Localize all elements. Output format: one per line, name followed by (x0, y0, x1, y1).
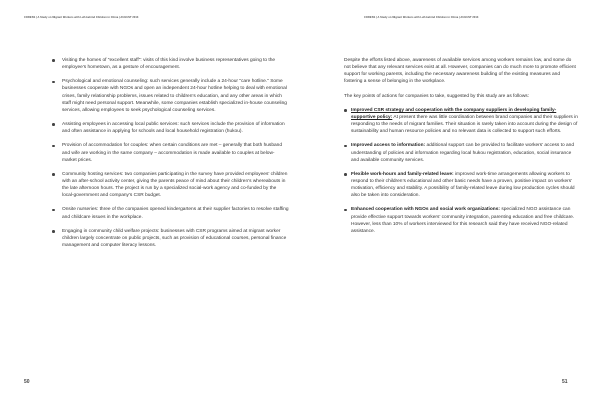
list-item: Visiting the homes of "excellent staff": visits of this kind involve business representatives going to the employee’s hometown, as a gesture of encouragement. (52, 57, 289, 71)
running-head-right: CODESS | A Study on Migrant Workers with Left-behind Children in China | AUGUST 2013 (364, 16, 479, 19)
list-item: Onsite nurseries: three of the companies opened kindergartens at their supplier factories to resolve staffing and childcare issues in the workplace. (52, 206, 289, 220)
body-paragraph: Despite the efforts listed above, awareness of available services among workers remains low, and some do not believe that any relevant services exist at all. However, companies can do much more to promote efficient support for working parents, including the necessary awareness building of the existing measures and fostering a sense of belonging in the workplace. (344, 58, 576, 85)
recommendation-text: At present there was little coordination between brand companies and their suppliers in responding to the needs of migrant families. Their situation is rarely taken into account during the design of sustainability and human resource policies and no relevant data is collected to support such efforts. (351, 114, 578, 135)
list-item (344, 142, 579, 163)
recommendations-list (344, 107, 579, 235)
left-page-content (52, 57, 289, 256)
recommendation-lead: Enhanced cooperation with NGOs and social work organizations: (351, 207, 500, 213)
left-bullet-list (52, 57, 289, 249)
bullet-dot-icon (52, 59, 55, 62)
list-item: Engaging in community child welfare projects: businesses with CSR programs aimed at migrant worker children largely concentrate on public projects, such as provision of educational courses, personal finance management and computer literacy lessons. (52, 228, 289, 249)
recommendation-lead: Flexible work-hours and family-related leave: (351, 171, 454, 177)
bullet-dot-icon (52, 230, 55, 233)
right-page-content (344, 57, 579, 242)
list-item (344, 171, 579, 199)
body-paragraph: The key points of actions for companies to take, suggested by this study are as follows: (344, 93, 530, 99)
recommendation-lead: Improved access to information: (351, 143, 426, 149)
recommendation-text: improved work-time arrangements allowing workers to respond to their children’s educational and other basic needs have a proven, positive impact on workers’ motivation, efficiency and stability. A possibility of family-related leave during low production cycles should also be taken into consideration. (351, 171, 575, 199)
recommendation-text: specialized NGO assistance can provide effective support towards workers’ community integration, parenting education and free childcare. However, less than 10% of workers interviewed for this research said they have received NGO-related assistance. (351, 207, 575, 234)
list-item (344, 206, 579, 234)
list-item: Assisting employees in accessing local public services: such services include the provision of information and often assistance in applying for schools and local household registration (hukou). (52, 121, 289, 135)
list-item: Provision of accommodation for couples: when certain conditions are met – generally that both husband and wife are working in the same company – accommodation is made available to couples at below-market prices. (52, 142, 289, 163)
bullet-dot-icon (344, 109, 347, 112)
list-item: Psychological and emotional counseling: such services generally include a 24-hour "care hotline." Some businesses cooperate with NGOs and open an independent 24-hour hotline helping to deal with emotional crises, family relationship problems, issues related to children’s education, and any other areas in which staff might need personal support. Meanwhile, some companies establish specialized in-house counseling services, allowing employees to seek psychological counseling services. (52, 78, 289, 113)
bullet-dot-icon (52, 123, 55, 126)
bullet-dot-icon (344, 209, 347, 212)
bullet-dot-icon (52, 173, 55, 176)
bullet-dot-icon (52, 209, 55, 212)
right-page (300, 0, 600, 407)
bullet-dot-icon (52, 145, 55, 148)
list-item: Community hosting services: two companies participating in the survey have provided employees’ children with an after-school activity center, giving the parents peace of mind about their children’s whereabouts in the late afternoon hours. The project is run by a specialized social-work agency and co-funded by the local-government and company’s CSR budget. (52, 171, 289, 199)
page-number-left: 50 (24, 379, 30, 385)
recommendation-lead: Improved CSR strategy and cooperation with the company suppliers in developing family-supportive policy: (351, 107, 557, 120)
bullet-dot-icon (344, 145, 347, 148)
running-head-left: CODESS | A Study on Migrant Workers with Left-behind Children in China | AUGUST 2013 (24, 16, 139, 19)
page-number-right: 51 (562, 379, 568, 385)
bullet-dot-icon (52, 81, 55, 84)
list-item (344, 107, 579, 135)
bullet-dot-icon (344, 173, 347, 176)
recommendation-text: additional support can be provided to facilitate workers’ access to and understanding of policies and information regarding local hukou registration, education, social insurance and available community services. (351, 143, 574, 163)
